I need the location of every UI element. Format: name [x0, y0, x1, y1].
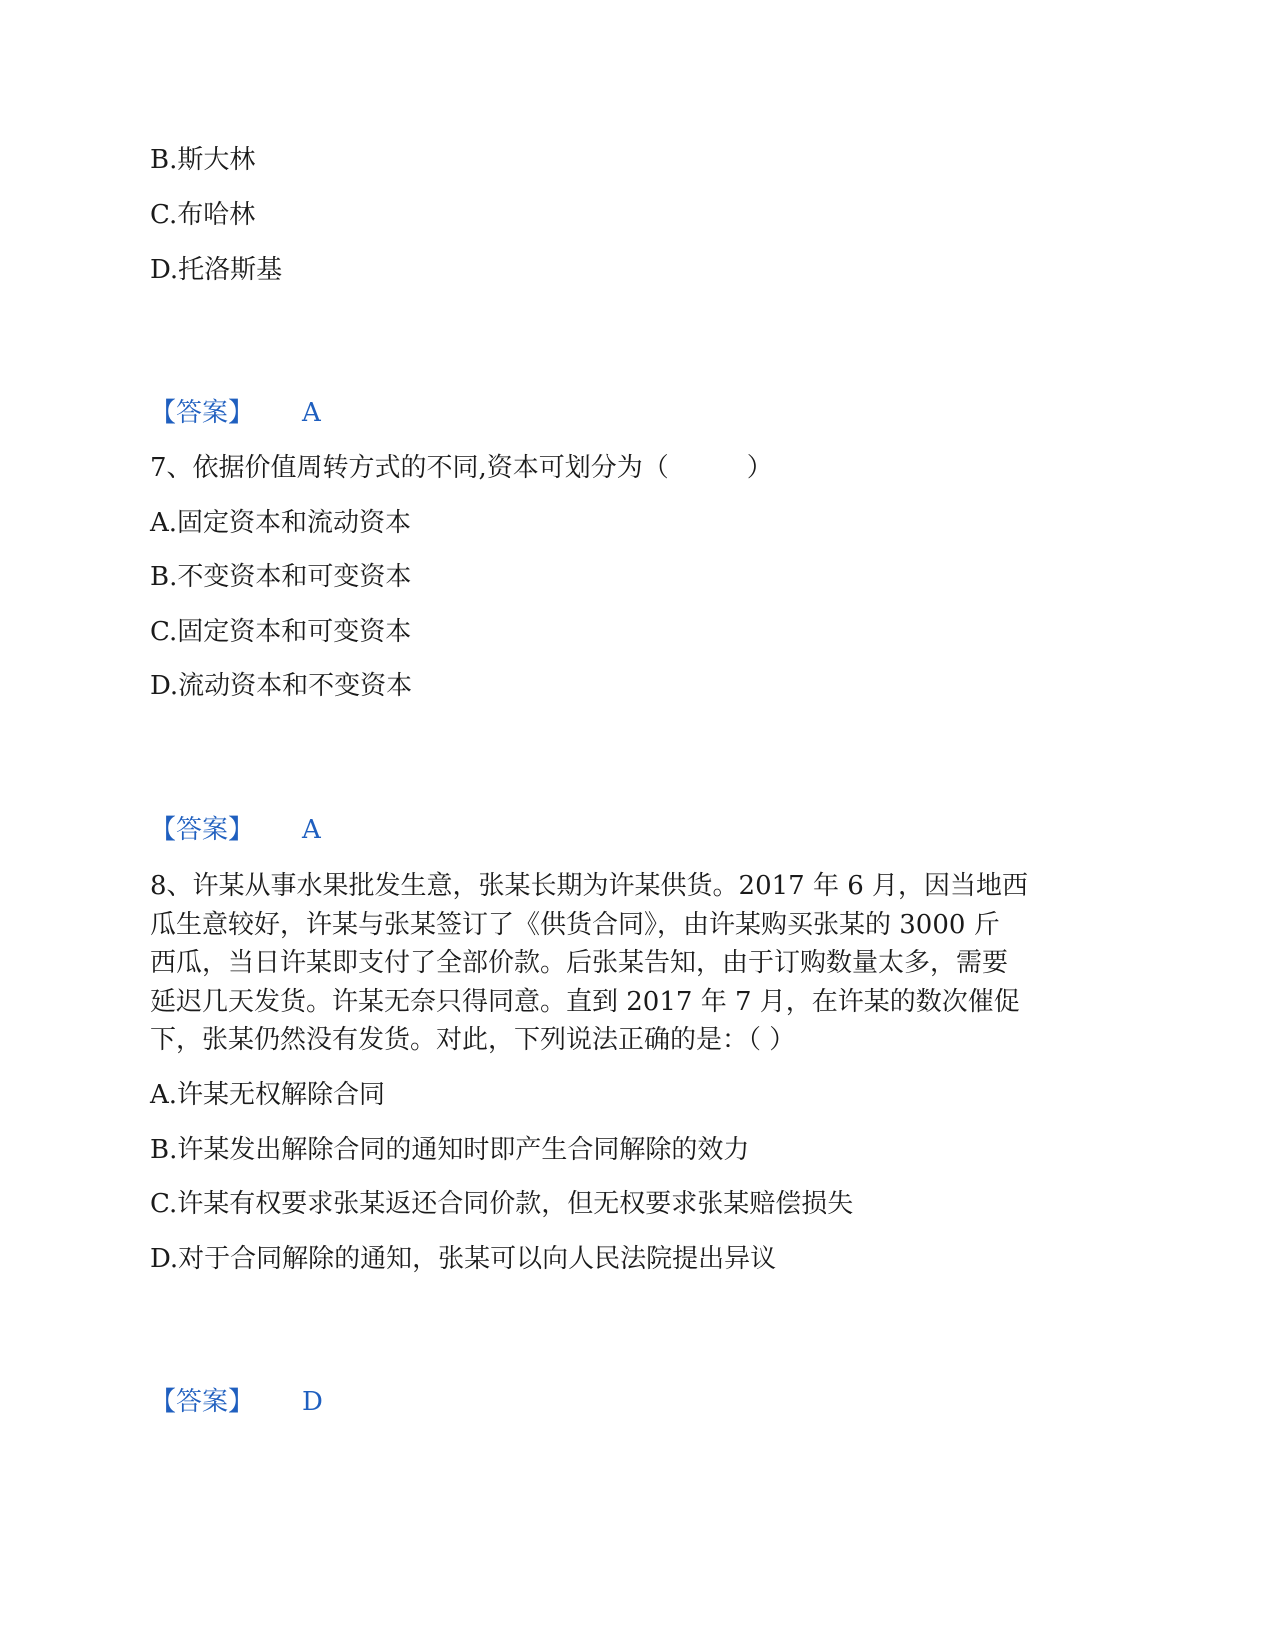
answer-value: A: [302, 398, 321, 428]
q7-stem: 7、依据价值周转方式的不同,资本可划分为（ ）: [150, 453, 773, 483]
answer-label: 【答案】: [150, 815, 255, 845]
q7-option-d: D.流动资本和不变资本: [150, 671, 413, 701]
q6-answer-row: [150, 398, 321, 428]
q7-option-b: B.不变资本和可变资本: [150, 562, 412, 592]
answer-value: D: [302, 1387, 323, 1417]
q8-stem-line: 瓜生意较好，许某与张某签订了《供货合同》，由许某购买张某的 3000 斤: [150, 909, 1000, 940]
q8-option-c: C.许某有权要求张某返还合同价款，但无权要求张某赔偿损失: [150, 1189, 854, 1219]
q6-option-b: B.斯大林: [150, 145, 256, 175]
q8-option-a: A.许某无权解除合同: [150, 1080, 386, 1110]
q7-option-c: C.固定资本和可变资本: [150, 617, 412, 647]
q7-option-a: A.固定资本和流动资本: [150, 508, 412, 538]
q8-stem-line: 8、许某从事水果批发生意，张某长期为许某供货。2017 年 6 月，因当地西: [150, 871, 1029, 901]
q8-stem: [150, 867, 1130, 1060]
q8-stem-line: 下，张某仍然没有发货。对此，下列说法正确的是：（ ）: [150, 1025, 796, 1055]
q8-option-b: B.许某发出解除合同的通知时即产生合同解除的效力: [150, 1135, 750, 1165]
q6-option-d: D.托洛斯基: [150, 255, 283, 285]
answer-value: A: [302, 815, 321, 845]
q7-answer-row: [150, 815, 321, 845]
q6-option-c: C.布哈林: [150, 200, 256, 230]
q8-stem-line: 西瓜，当日许某即支付了全部价款。后张某告知，由于订购数量太多，需要: [150, 948, 1009, 978]
answer-label: 【答案】: [150, 1387, 255, 1417]
q8-answer-row: [150, 1387, 323, 1417]
answer-label: 【答案】: [150, 398, 255, 428]
q8-stem-line: 延迟几天发货。许某无奈只得同意。直到 2017 年 7 月，在许某的数次催促: [150, 986, 1020, 1017]
q8-option-d: D.对于合同解除的通知，张某可以向人民法院提出异议: [150, 1244, 777, 1274]
